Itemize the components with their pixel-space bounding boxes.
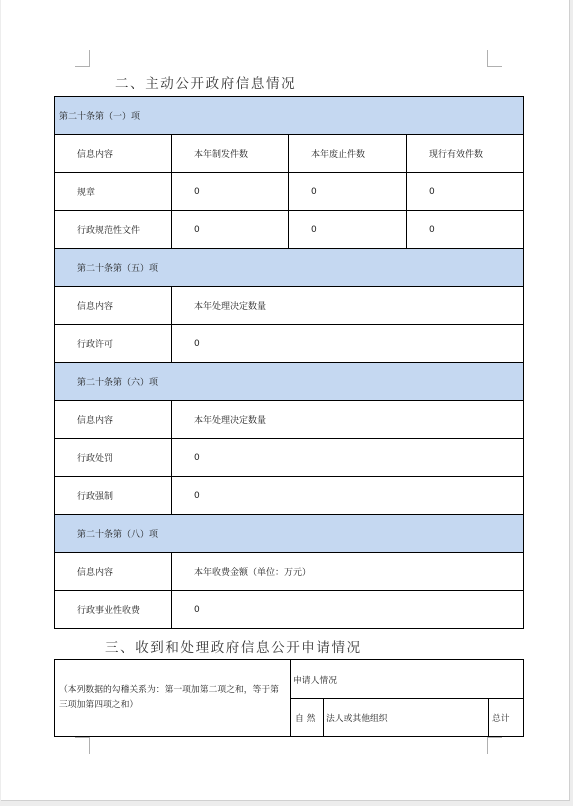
table-header-row bbox=[55, 553, 524, 591]
margin-corner-mark bbox=[487, 50, 502, 67]
cell-value: 0 bbox=[172, 325, 524, 363]
row-label: 行政强制 bbox=[55, 477, 172, 515]
table-row bbox=[55, 477, 524, 515]
section-row-art20-5 bbox=[55, 249, 524, 287]
cell-value: 0 bbox=[172, 477, 524, 515]
table-row bbox=[55, 325, 524, 363]
total-header: 总计 bbox=[489, 699, 524, 737]
natural-person-header: 自 然 bbox=[291, 699, 324, 737]
header-cell: 信息内容 bbox=[55, 553, 172, 591]
row-label: 行政规范性文件 bbox=[55, 211, 172, 249]
header-cell: 信息内容 bbox=[55, 401, 172, 439]
margin-corner-mark bbox=[75, 50, 90, 67]
applicant-header-row bbox=[55, 660, 524, 699]
section-3-heading: 三、收到和处理政府信息公开申请情况 bbox=[105, 640, 362, 656]
proactive-disclosure-table bbox=[54, 96, 524, 629]
cell-value: 0 bbox=[289, 173, 407, 211]
document-page bbox=[1, 0, 570, 801]
row-label: 行政许可 bbox=[55, 325, 172, 363]
row-label: 行政事业性收费 bbox=[55, 591, 172, 629]
row-label: 规章 bbox=[55, 173, 172, 211]
table-header-row bbox=[55, 135, 524, 173]
application-table bbox=[54, 659, 524, 737]
section-row-art20-8 bbox=[55, 515, 524, 553]
cell-value: 0 bbox=[407, 211, 524, 249]
header-cell: 信息内容 bbox=[55, 135, 172, 173]
section-title: 第二十条第（六）项 bbox=[55, 363, 524, 401]
cell-value: 0 bbox=[172, 591, 524, 629]
table-header-row bbox=[55, 287, 524, 325]
legal-person-header: 法人或其他组织 bbox=[324, 699, 489, 737]
header-cell: 本年收费金额（单位：万元） bbox=[172, 553, 524, 591]
table-row bbox=[55, 173, 524, 211]
relation-note: （本列数据的勾稽关系为：第一项加第二项之和，等于第三项加第四项之和） bbox=[55, 660, 291, 737]
table-row bbox=[55, 591, 524, 629]
header-cell: 本年废止件数 bbox=[289, 135, 407, 173]
table-row bbox=[55, 439, 524, 477]
section-row-art20-1 bbox=[55, 97, 524, 135]
margin-corner-mark bbox=[75, 737, 90, 754]
table-header-row bbox=[55, 401, 524, 439]
header-cell: 本年处理决定数量 bbox=[172, 401, 524, 439]
table-row bbox=[55, 211, 524, 249]
section-title: 第二十条第（八）项 bbox=[55, 515, 524, 553]
margin-corner-mark bbox=[487, 737, 502, 754]
cell-value: 0 bbox=[172, 173, 289, 211]
row-label: 行政处罚 bbox=[55, 439, 172, 477]
applicant-header: 申请人情况 bbox=[291, 660, 524, 699]
section-2-heading: 二、主动公开政府信息情况 bbox=[115, 76, 297, 92]
cell-value: 0 bbox=[172, 211, 289, 249]
header-cell: 现行有效件数 bbox=[407, 135, 524, 173]
header-cell: 信息内容 bbox=[55, 287, 172, 325]
cell-value: 0 bbox=[289, 211, 407, 249]
section-title: 第二十条第（一）项 bbox=[55, 97, 524, 135]
cell-value: 0 bbox=[407, 173, 524, 211]
cell-value: 0 bbox=[172, 439, 524, 477]
header-cell: 本年制发件数 bbox=[172, 135, 289, 173]
section-title: 第二十条第（五）项 bbox=[55, 249, 524, 287]
header-cell: 本年处理决定数量 bbox=[172, 287, 524, 325]
section-row-art20-6 bbox=[55, 363, 524, 401]
